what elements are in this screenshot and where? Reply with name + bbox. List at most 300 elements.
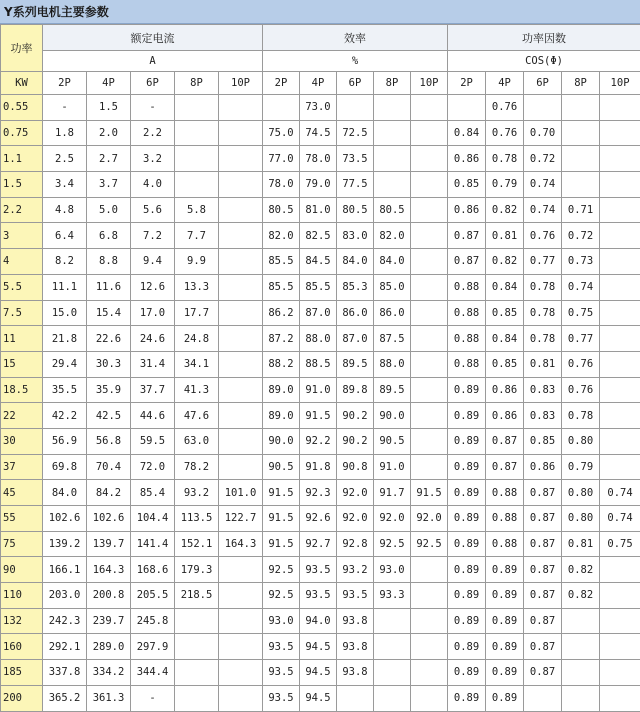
efficiency-cell	[374, 608, 411, 634]
efficiency-cell: 90.2	[337, 403, 374, 429]
table-row	[1, 172, 640, 198]
current-cell	[219, 249, 263, 275]
current-cell: 292.1	[43, 634, 87, 660]
power-factor-cell	[600, 197, 640, 223]
power-cell: 37	[1, 454, 43, 480]
efficiency-cell: 92.0	[337, 506, 374, 532]
power-cell: 132	[1, 608, 43, 634]
power-factor-cell: 0.88	[486, 480, 524, 506]
power-factor-cell	[600, 120, 640, 146]
power-factor-cell: 0.78	[486, 146, 524, 172]
power-factor-cell	[448, 95, 486, 121]
table-row	[1, 480, 640, 506]
efficiency-cell: 93.3	[374, 583, 411, 609]
power-cell: 110	[1, 583, 43, 609]
current-cell	[175, 95, 219, 121]
power-factor-cell: 0.76	[486, 95, 524, 121]
power-factor-cell: 0.87	[524, 557, 562, 583]
power-factor-cell	[562, 634, 600, 660]
power-factor-cell: 0.74	[524, 197, 562, 223]
page-title: Y系列电机主要参数	[4, 3, 109, 20]
efficiency-cell: 89.8	[337, 377, 374, 403]
efficiency-cell: 83.0	[337, 223, 374, 249]
table-row	[1, 120, 640, 146]
power-cell: 11	[1, 326, 43, 352]
efficiency-cell: 91.5	[263, 531, 300, 557]
power-cell: 4	[1, 249, 43, 275]
current-cell	[175, 146, 219, 172]
power-cell: 185	[1, 660, 43, 686]
current-cell: 70.4	[87, 454, 131, 480]
power-cell: 45	[1, 480, 43, 506]
efficiency-cell: 87.2	[263, 326, 300, 352]
power-factor-cell: 0.86	[486, 377, 524, 403]
power-factor-cell: 0.87	[524, 506, 562, 532]
pole-header: 10P	[600, 72, 640, 95]
efficiency-cell	[411, 557, 448, 583]
power-factor-cell: 0.86	[448, 146, 486, 172]
power-factor-cell: 0.88	[448, 351, 486, 377]
efficiency-cell: 89.5	[374, 377, 411, 403]
current-cell	[219, 351, 263, 377]
table-row	[1, 531, 640, 557]
current-cell	[219, 326, 263, 352]
table-row	[1, 300, 640, 326]
current-cell	[219, 685, 263, 711]
power-factor-cell: 0.85	[448, 172, 486, 198]
pole-header: 2P	[448, 72, 486, 95]
current-cell	[175, 685, 219, 711]
current-cell	[175, 634, 219, 660]
efficiency-cell: 88.0	[300, 326, 337, 352]
power-factor-cell: 0.75	[562, 300, 600, 326]
current-cell: 2.2	[131, 120, 175, 146]
current-cell: 29.4	[43, 351, 87, 377]
efficiency-cell	[411, 351, 448, 377]
current-cell: 361.3	[87, 685, 131, 711]
current-cell: 13.3	[175, 274, 219, 300]
current-cell: 5.6	[131, 197, 175, 223]
current-cell: 78.2	[175, 454, 219, 480]
power-factor-cell	[600, 95, 640, 121]
efficiency-cell: 82.0	[263, 223, 300, 249]
pole-header: 10P	[411, 72, 448, 95]
current-cell: 5.8	[175, 197, 219, 223]
table-row	[1, 608, 640, 634]
current-cell: 1.8	[43, 120, 87, 146]
power-factor-cell: 0.89	[486, 583, 524, 609]
efficiency-cell	[337, 685, 374, 711]
power-cell: 0.75	[1, 120, 43, 146]
power-factor-cell	[562, 120, 600, 146]
efficiency-cell: 72.5	[337, 120, 374, 146]
power-factor-cell: 0.81	[562, 531, 600, 557]
table-row	[1, 403, 640, 429]
power-factor-cell: 0.87	[486, 454, 524, 480]
current-cell: 2.5	[43, 146, 87, 172]
power-factor-cell: 0.87	[524, 634, 562, 660]
current-cell: 139.7	[87, 531, 131, 557]
pole-header: 8P	[175, 72, 219, 95]
efficiency-cell: 86.2	[263, 300, 300, 326]
efficiency-cell: 93.8	[337, 660, 374, 686]
power-factor-cell	[600, 223, 640, 249]
current-cell: 152.1	[175, 531, 219, 557]
efficiency-cell: 80.5	[263, 197, 300, 223]
power-cell: 15	[1, 351, 43, 377]
efficiency-cell: 86.0	[374, 300, 411, 326]
current-cell: 122.7	[219, 506, 263, 532]
efficiency-cell: 75.0	[263, 120, 300, 146]
current-cell: 47.6	[175, 403, 219, 429]
efficiency-cell: 77.5	[337, 172, 374, 198]
power-factor-cell: 0.72	[562, 223, 600, 249]
current-cell: 56.9	[43, 428, 87, 454]
current-cell: 24.8	[175, 326, 219, 352]
efficiency-cell: 93.5	[300, 583, 337, 609]
current-cell: 200.8	[87, 583, 131, 609]
title-bar	[0, 0, 640, 24]
current-cell: 8.8	[87, 249, 131, 275]
current-cell: 30.3	[87, 351, 131, 377]
table-row	[1, 249, 640, 275]
efficiency-cell	[374, 172, 411, 198]
current-cell	[175, 172, 219, 198]
efficiency-cell: 90.5	[263, 454, 300, 480]
current-cell: 85.4	[131, 480, 175, 506]
power-factor-cell: 0.86	[448, 197, 486, 223]
efficiency-cell: 94.5	[300, 660, 337, 686]
efficiency-cell: 92.3	[300, 480, 337, 506]
power-cell: 2.2	[1, 197, 43, 223]
efficiency-cell	[411, 95, 448, 121]
current-cell: 56.8	[87, 428, 131, 454]
pole-header: 6P	[337, 72, 374, 95]
current-cell: 21.8	[43, 326, 87, 352]
efficiency-cell: 92.0	[337, 480, 374, 506]
current-cell: 17.7	[175, 300, 219, 326]
power-factor-cell: 0.81	[524, 351, 562, 377]
power-factor-cell	[562, 608, 600, 634]
current-cell: 168.6	[131, 557, 175, 583]
current-cell: 4.0	[131, 172, 175, 198]
current-cell: 297.9	[131, 634, 175, 660]
current-cell: -	[43, 95, 87, 121]
efficiency-cell: 85.0	[374, 274, 411, 300]
efficiency-cell: 90.2	[337, 428, 374, 454]
current-cell: 344.4	[131, 660, 175, 686]
current-cell	[219, 197, 263, 223]
power-factor-cell	[562, 95, 600, 121]
efficiency-cell	[411, 634, 448, 660]
table-row	[1, 146, 640, 172]
efficiency-cell	[337, 95, 374, 121]
table-row	[1, 634, 640, 660]
current-cell: 164.3	[219, 531, 263, 557]
current-cell: 218.5	[175, 583, 219, 609]
current-cell	[219, 403, 263, 429]
current-cell: 101.0	[219, 480, 263, 506]
current-header: 额定电流	[43, 25, 263, 51]
efficiency-cell: 93.0	[263, 608, 300, 634]
current-cell: 59.5	[131, 428, 175, 454]
motor-params-table	[0, 24, 640, 712]
power-factor-cell	[600, 428, 640, 454]
current-cell: 3.7	[87, 172, 131, 198]
power-factor-cell	[600, 660, 640, 686]
current-cell: 3.2	[131, 146, 175, 172]
pole-header: 4P	[87, 72, 131, 95]
power-factor-cell: 0.87	[524, 660, 562, 686]
power-factor-cell	[600, 685, 640, 711]
current-cell: 3.4	[43, 172, 87, 198]
power-factor-cell: 0.89	[448, 685, 486, 711]
current-cell: 2.0	[87, 120, 131, 146]
current-cell: 205.5	[131, 583, 175, 609]
power-factor-cell	[562, 685, 600, 711]
power-factor-cell: 0.84	[486, 326, 524, 352]
current-cell: 104.4	[131, 506, 175, 532]
power-unit: KW	[1, 72, 43, 95]
current-cell	[219, 146, 263, 172]
current-cell: 164.3	[87, 557, 131, 583]
current-cell: 242.3	[43, 608, 87, 634]
power-factor-cell: 0.82	[562, 583, 600, 609]
efficiency-cell: 78.0	[263, 172, 300, 198]
power-cell: 1.5	[1, 172, 43, 198]
current-cell: 41.3	[175, 377, 219, 403]
current-cell: 15.4	[87, 300, 131, 326]
table-row	[1, 557, 640, 583]
efficiency-cell: 85.5	[263, 249, 300, 275]
efficiency-cell	[374, 95, 411, 121]
efficiency-cell	[411, 223, 448, 249]
efficiency-cell: 78.0	[300, 146, 337, 172]
efficiency-cell	[411, 274, 448, 300]
power-factor-cell: 0.77	[562, 326, 600, 352]
table-row	[1, 223, 640, 249]
efficiency-cell	[374, 120, 411, 146]
power-factor-cell: 0.88	[448, 326, 486, 352]
efficiency-cell: 87.0	[337, 326, 374, 352]
power-factor-cell: 0.74	[600, 480, 640, 506]
current-cell	[219, 95, 263, 121]
efficiency-cell: 93.5	[263, 660, 300, 686]
pole-header: 4P	[300, 72, 337, 95]
pole-header: 2P	[263, 72, 300, 95]
power-factor-cell: 0.89	[448, 583, 486, 609]
efficiency-cell	[263, 95, 300, 121]
current-cell: 141.4	[131, 531, 175, 557]
power-factor-cell	[600, 351, 640, 377]
current-cell: 44.6	[131, 403, 175, 429]
table-row	[1, 95, 640, 121]
power-factor-cell: 0.86	[524, 454, 562, 480]
power-factor-cell: 0.89	[448, 454, 486, 480]
efficiency-cell	[411, 172, 448, 198]
efficiency-cell: 86.0	[337, 300, 374, 326]
efficiency-cell	[374, 146, 411, 172]
current-cell	[175, 120, 219, 146]
power-factor-header: 功率因数	[448, 25, 640, 51]
current-cell	[219, 274, 263, 300]
current-cell	[219, 120, 263, 146]
efficiency-cell: 94.0	[300, 608, 337, 634]
table-row	[1, 377, 640, 403]
current-cell: 179.3	[175, 557, 219, 583]
current-cell: 5.0	[87, 197, 131, 223]
efficiency-cell: 92.0	[374, 506, 411, 532]
efficiency-cell	[374, 660, 411, 686]
power-factor-cell	[600, 583, 640, 609]
power-factor-cell	[600, 557, 640, 583]
table-row	[1, 660, 640, 686]
current-cell	[219, 428, 263, 454]
efficiency-cell: 92.8	[337, 531, 374, 557]
current-cell: 11.1	[43, 274, 87, 300]
efficiency-cell: 88.0	[374, 351, 411, 377]
power-factor-cell	[600, 249, 640, 275]
power-factor-cell: 0.87	[448, 249, 486, 275]
power-factor-cell: 0.85	[486, 300, 524, 326]
power-factor-cell: 0.89	[486, 660, 524, 686]
current-cell: 365.2	[43, 685, 87, 711]
table-row	[1, 506, 640, 532]
current-cell	[219, 172, 263, 198]
table-row	[1, 685, 640, 711]
efficiency-cell	[411, 428, 448, 454]
efficiency-cell: 79.0	[300, 172, 337, 198]
efficiency-cell: 74.5	[300, 120, 337, 146]
power-factor-cell: 0.83	[524, 403, 562, 429]
current-cell: 7.7	[175, 223, 219, 249]
power-factor-cell: 0.89	[486, 557, 524, 583]
power-factor-cell: 0.87	[524, 608, 562, 634]
efficiency-cell: 91.5	[263, 506, 300, 532]
current-cell: 22.6	[87, 326, 131, 352]
current-cell: 37.7	[131, 377, 175, 403]
efficiency-cell: 90.0	[263, 428, 300, 454]
power-header: 功率	[1, 25, 43, 72]
power-factor-cell: 0.79	[562, 454, 600, 480]
power-factor-cell: 0.89	[448, 557, 486, 583]
current-cell	[219, 660, 263, 686]
power-cell: 5.5	[1, 274, 43, 300]
efficiency-cell: 92.5	[263, 583, 300, 609]
power-cell: 3	[1, 223, 43, 249]
current-unit: A	[43, 51, 263, 72]
power-factor-cell	[600, 326, 640, 352]
pole-header: 4P	[486, 72, 524, 95]
power-factor-cell: 0.76	[562, 351, 600, 377]
power-factor-cell: 0.89	[448, 531, 486, 557]
power-factor-cell: 0.87	[524, 480, 562, 506]
current-cell: 2.7	[87, 146, 131, 172]
power-factor-cell: 0.89	[448, 480, 486, 506]
current-cell: 24.6	[131, 326, 175, 352]
current-cell: 102.6	[87, 506, 131, 532]
power-factor-cell: 0.88	[448, 300, 486, 326]
efficiency-cell: 93.2	[337, 557, 374, 583]
power-factor-cell: 0.88	[486, 506, 524, 532]
power-cell: 90	[1, 557, 43, 583]
efficiency-cell: 91.5	[263, 480, 300, 506]
current-cell	[219, 634, 263, 660]
power-factor-cell	[524, 685, 562, 711]
power-factor-cell	[600, 377, 640, 403]
power-factor-cell: 0.80	[562, 480, 600, 506]
power-factor-cell	[562, 146, 600, 172]
current-cell: 34.1	[175, 351, 219, 377]
power-factor-cell: 0.70	[524, 120, 562, 146]
power-factor-cell: 0.88	[486, 531, 524, 557]
power-factor-cell: 0.87	[524, 531, 562, 557]
current-cell: 35.9	[87, 377, 131, 403]
power-factor-cell	[600, 403, 640, 429]
power-factor-cell: 0.74	[562, 274, 600, 300]
current-cell: 102.6	[43, 506, 87, 532]
efficiency-cell: 84.5	[300, 249, 337, 275]
efficiency-cell: 88.5	[300, 351, 337, 377]
current-cell: 6.8	[87, 223, 131, 249]
efficiency-cell	[411, 660, 448, 686]
efficiency-unit: %	[263, 51, 448, 72]
efficiency-cell: 94.5	[300, 685, 337, 711]
efficiency-cell: 90.0	[374, 403, 411, 429]
current-cell: 84.2	[87, 480, 131, 506]
power-factor-cell: 0.78	[524, 300, 562, 326]
efficiency-cell: 84.0	[374, 249, 411, 275]
efficiency-cell: 92.5	[411, 531, 448, 557]
power-factor-cell: 0.81	[486, 223, 524, 249]
table-row	[1, 197, 640, 223]
table-row	[1, 454, 640, 480]
table-row	[1, 326, 640, 352]
power-factor-unit: COS(Φ)	[448, 51, 640, 72]
pole-header: 6P	[524, 72, 562, 95]
power-cell: 0.55	[1, 95, 43, 121]
efficiency-cell: 93.5	[337, 583, 374, 609]
power-factor-cell: 0.84	[486, 274, 524, 300]
efficiency-cell	[411, 608, 448, 634]
efficiency-cell: 91.7	[374, 480, 411, 506]
power-factor-cell: 0.87	[524, 583, 562, 609]
table-row	[1, 428, 640, 454]
power-factor-cell: 0.89	[486, 634, 524, 660]
current-cell: 35.5	[43, 377, 87, 403]
efficiency-cell: 82.5	[300, 223, 337, 249]
current-cell: 289.0	[87, 634, 131, 660]
power-factor-cell: 0.89	[448, 660, 486, 686]
current-cell: 12.6	[131, 274, 175, 300]
power-factor-cell: 0.82	[486, 249, 524, 275]
efficiency-cell: 92.2	[300, 428, 337, 454]
power-factor-cell	[600, 146, 640, 172]
power-factor-cell	[600, 454, 640, 480]
power-factor-cell: 0.73	[562, 249, 600, 275]
current-cell	[219, 454, 263, 480]
current-cell	[175, 608, 219, 634]
current-cell	[219, 583, 263, 609]
efficiency-cell: 92.5	[263, 557, 300, 583]
current-cell	[219, 300, 263, 326]
efficiency-cell	[411, 326, 448, 352]
power-factor-cell: 0.89	[448, 403, 486, 429]
efficiency-cell: 93.5	[263, 634, 300, 660]
efficiency-cell: 73.0	[300, 95, 337, 121]
efficiency-cell: 80.5	[374, 197, 411, 223]
pole-header: 8P	[374, 72, 411, 95]
